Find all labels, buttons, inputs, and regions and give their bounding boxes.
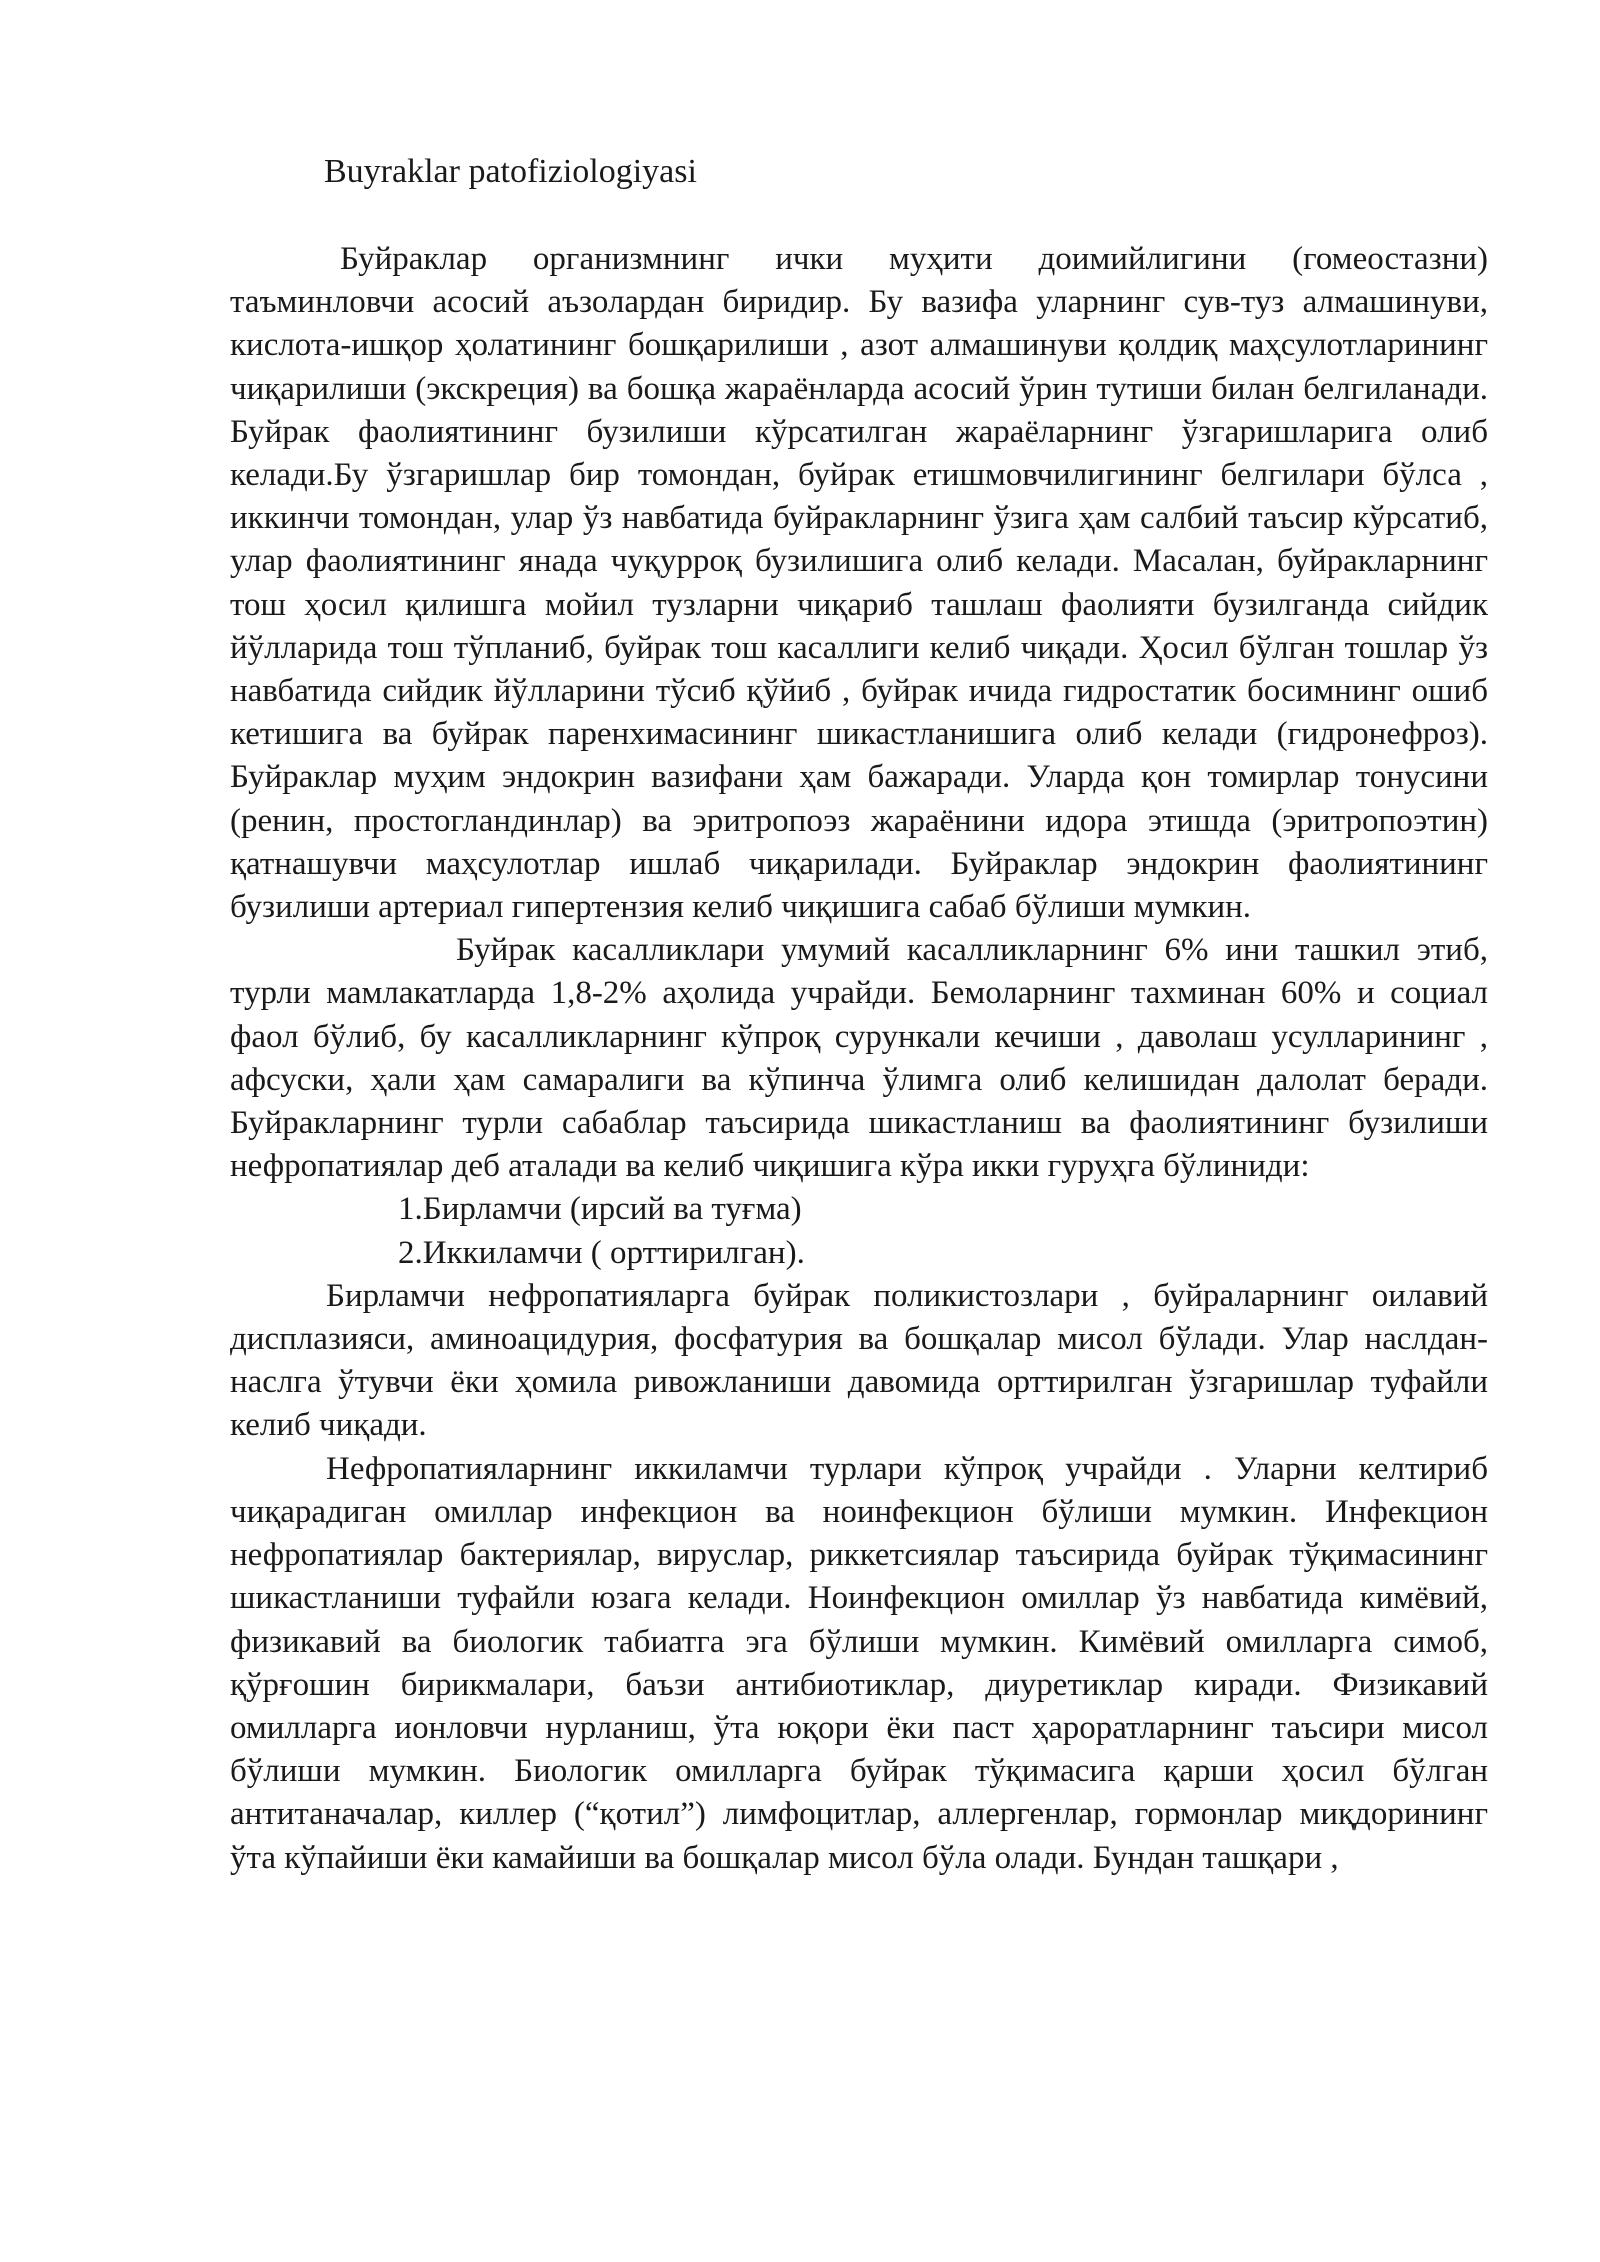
list-item-secondary: 2.Иккиламчи ( орттирилган). [398, 1234, 805, 1271]
paragraph-secondary-nephropathies: Нефропатияларнинг иккиламчи турлари кўпроқ учрайди . Уларни келтириб чиқарадиган омиллар инфекцион ва ноинфекцион бўлиши мумкин. Инфекцион нефропатиялар бактериялар, вируслар, риккетсиялар таъсирида буйрак тўқимасининг шикастланиши туфайли юзага келади. Ноинфекцион омиллар ўз навбатида кимёвий, физикавий ва биологик табиатга эга бўлиши мумкин. Кимёвий омилларга симоб, қўрғошин бирикмалари, баъзи антибиотиклар, диуретиклар киради. Физикавий омилларга ионловчи нурланиш, ўта юқори ёки паст ҳароратларнинг таъсири мисол бўлиши мумкин. Биологик омилларга буйрак тўқимасига қарши ҳосил бўлган антитаначалар, киллер (“қотил”) лимфоцитлар, аллергенлар, гормонлар миқдорининг ўта кўпайиши ёки камайиши ва бошқалар мисол бўла олади. Бундан ташқари , [230, 1450, 1488, 1876]
document-body [230, 238, 1488, 1880]
paragraph-primary-nephropathies: Бирламчи нефропатияларга буйрак поликистозлари , буйраларнинг оилавий дисплазияси, аминоацидурия, фосфатурия ва бошқалар мисол бўлади. Улар наслдан-наслга ўтувчи ёки ҳомила ривожланиши давомида орттирилган ўзгаришлар туфайли келиб чиқади. [230, 1277, 1488, 1444]
list-item-primary: 1.Бирламчи (ирсий ва туғма) [398, 1191, 802, 1228]
paragraph-kidney-disease-statistics: Буйрак касалликлари умумий касалликларнинг 6% ини ташкил этиб, турли мамлакатларда 1,8-2% аҳолида учрайди. Бемоларнинг тахминан 60% и социал фаол бўлиб, бу касалликларнинг кўпроқ сурункали кечиши , даволаш усулларининг , афсуски, ҳали ҳам самаралиги ва кўпинча ўлимга олиб келишидан далолат беради. Буйракларнинг турли сабаблар таъсирида шикастланиш ва фаолиятининг бузилиши нефропатиялар деб аталади ва келиб чиқишига кўра икки гуруҳга бўлиниди: [230, 932, 1488, 1185]
paragraph-kidney-functions: Буйраклар организмнинг ички муҳити доимийлигини (гомеостазни) таъминловчи асосий аъзолардан биридир. Бу вазифа уларнинг сув-туз алмашинуви, кислота-ишқор ҳолатининг бошқарилиши , азот алмашинуви қолдиқ маҳсулотларининг чиқарилиши (экскреция) ва бошқа жараёнларда асосий ўрин тутиши билан белгиланади. Буйрак фаолиятининг бузилиши кўрсатилган жараёларнинг ўзгаришларига олиб келади.Бу ўзгаришлар бир томондан, буйрак етишмовчилигининг белгилари бўлса , иккинчи томондан, улар ўз навбатида буйракларнинг ўзига ҳам салбий таъсир кўрсатиб, улар фаолиятининг янада чуқурроқ бузилишига олиб келади. Масалан, буйракларнинг тош ҳосил қилишга мойил тузларни чиқариб ташлаш фаолияти бузилганда сийдик йўлларида тош тўпланиб, буйрак тош касаллиги келиб чиқади. Ҳосил бўлган тошлар ўз навбатида сийдик йўлларини тўсиб қўйиб , буйрак ичида гидростатик босимнинг ошиб кетишига ва буйрак паренхимасининг шикастланишига олиб келади (гидронефроз). Буйраклар муҳим эндокрин вазифани ҳам бажаради. Уларда қон томирлар тонусини (ренин, простогландинлар) ва эритропоэз жараёнини идора этишда (эритропоэтин) қатнашувчи маҳсулотлар ишлаб чиқарилади. Буйраклар эндокрин фаолиятининг бузилиши артериал гипертензия келиб чиқишига сабаб бўлиши мумкин. [230, 241, 1488, 926]
document-title: Buyraklar patofiziologiyasi [324, 153, 697, 190]
